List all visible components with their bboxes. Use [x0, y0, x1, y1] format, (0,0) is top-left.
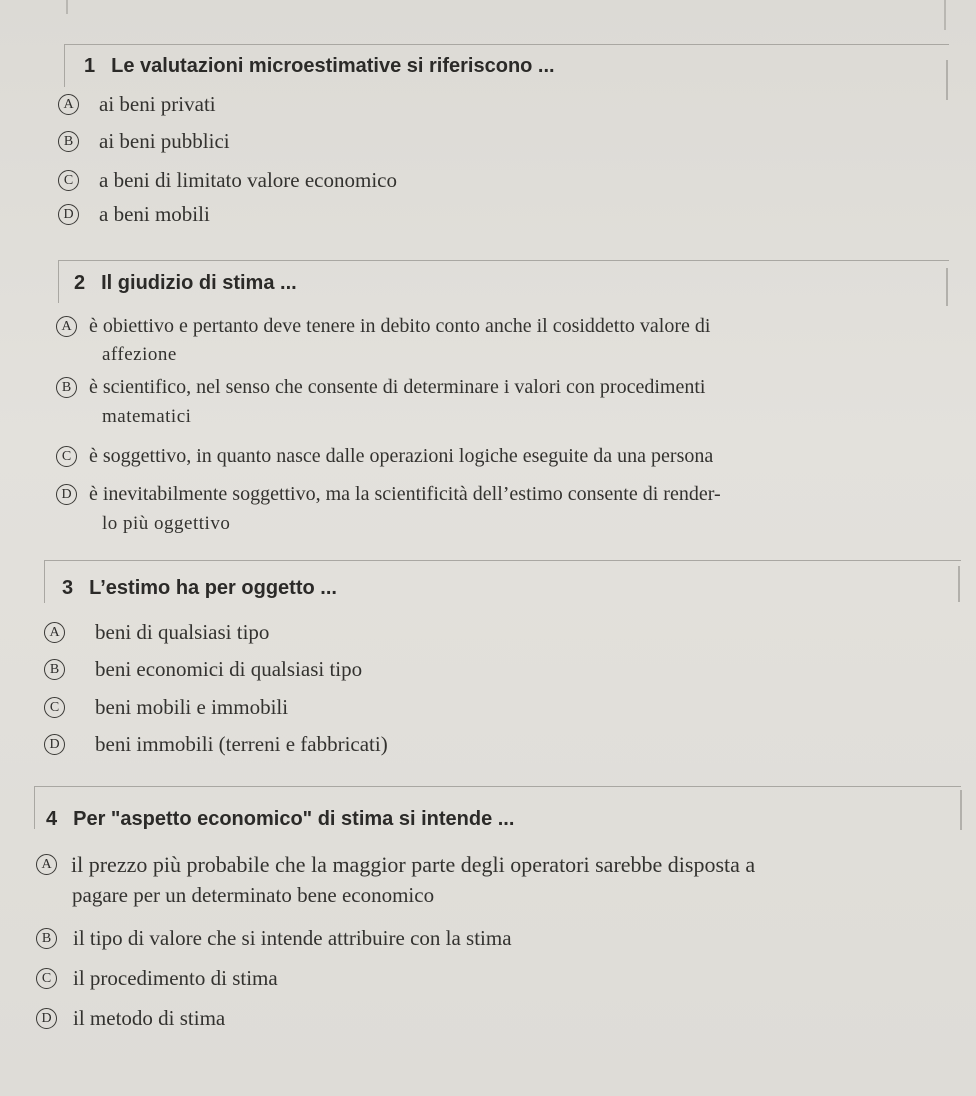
option-text: a beni di limitato valore economico: [99, 168, 397, 192]
option-text: è soggettivo, in quanto nasce dalle operazioni logiche eseguite da una persona: [89, 445, 714, 467]
question-1-prompt: Le valutazioni microestimative si riferiscono ...: [111, 55, 555, 77]
question-3-option-c[interactable]: [44, 695, 288, 720]
page-edge-line: [66, 0, 68, 14]
option-letter-badge: A: [44, 622, 65, 643]
option-text: il metodo di stima: [73, 1006, 226, 1030]
question-3-title: [62, 577, 337, 600]
option-letter-badge: C: [58, 170, 79, 191]
option-letter-badge: C: [44, 697, 65, 718]
question-4-prompt: Per "aspetto economico" di stima si intende ...: [73, 808, 515, 830]
option-letter-badge: C: [36, 968, 57, 989]
question-2-option-c[interactable]: [56, 444, 713, 469]
option-text: beni di qualsiasi tipo: [95, 620, 270, 644]
question-3-frame-right: [958, 566, 960, 602]
option-text: ai beni privati: [99, 92, 216, 116]
option-text: beni mobili e immobili: [95, 695, 289, 719]
option-text: è inevitabilmente soggettivo, ma la scientificità dell’estimo consente di render-: [89, 483, 721, 505]
question-4-option-d[interactable]: [36, 1006, 225, 1031]
option-text: è scientifico, nel senso che consente di determinare i valori con procedimenti: [89, 376, 706, 398]
question-2-title: [74, 272, 297, 295]
question-4-title: [46, 808, 514, 831]
question-4-option-b[interactable]: [36, 926, 512, 951]
option-letter-badge: A: [58, 94, 79, 115]
option-letter-badge: A: [56, 316, 77, 337]
question-2-option-b[interactable]: [56, 375, 705, 400]
question-3-number: 3: [62, 577, 74, 599]
question-2-option-d-continuation: lo più oggettivo: [102, 513, 231, 534]
question-1-option-d[interactable]: [58, 202, 210, 227]
question-1-number: 1: [84, 55, 96, 77]
page-edge-line: [944, 0, 946, 30]
option-letter-badge: D: [36, 1008, 57, 1029]
option-letter-badge: B: [58, 131, 79, 152]
question-1-option-b[interactable]: [58, 129, 230, 154]
question-1-title: [84, 55, 555, 78]
option-text: ai beni pubblici: [99, 129, 230, 153]
question-2-option-d[interactable]: [56, 482, 721, 507]
question-1-option-c[interactable]: [58, 168, 397, 193]
question-4-option-a[interactable]: [36, 852, 755, 877]
option-text: è obiettivo e pertanto deve tenere in debito conto anche il cosiddetto valore di: [89, 315, 711, 337]
option-text: il procedimento di stima: [73, 966, 278, 990]
question-2-option-a-continuation: affezione: [102, 344, 177, 365]
question-1-option-a[interactable]: [58, 92, 216, 117]
option-letter-badge: B: [36, 928, 57, 949]
question-1-frame-right: [946, 60, 948, 100]
option-letter-badge: C: [56, 446, 77, 467]
option-text: il tipo di valore che si intende attribuire con la stima: [73, 926, 512, 950]
option-text: beni economici di qualsiasi tipo: [95, 657, 363, 681]
option-letter-badge: D: [56, 484, 77, 505]
question-4-number: 4: [46, 808, 58, 830]
option-text: il prezzo più probabile che la maggior parte degli operatori sarebbe disposta a: [71, 852, 756, 877]
option-letter-badge: B: [56, 377, 77, 398]
question-3-prompt: L’estimo ha per oggetto ...: [89, 577, 337, 599]
question-2-option-b-continuation: matematici: [102, 406, 192, 427]
option-text: beni immobili (terreni e fabbricati): [95, 732, 388, 756]
question-4-frame-right: [960, 790, 962, 830]
option-letter-badge: D: [44, 734, 65, 755]
question-2-option-a[interactable]: [56, 314, 710, 339]
question-4-option-a-continuation: pagare per un determinato bene economico: [72, 883, 435, 907]
option-letter-badge: B: [44, 659, 65, 680]
question-2-prompt: Il giudizio di stima ...: [101, 272, 297, 294]
question-4-option-c[interactable]: [36, 966, 278, 991]
question-2-frame-right: [946, 268, 948, 306]
question-3-option-a[interactable]: [44, 620, 269, 645]
question-3-option-b[interactable]: [44, 657, 362, 682]
option-letter-badge: A: [36, 854, 57, 875]
option-letter-badge: D: [58, 204, 79, 225]
question-2-number: 2: [74, 272, 86, 294]
question-3-option-d[interactable]: [44, 732, 388, 757]
option-text: a beni mobili: [99, 202, 210, 226]
